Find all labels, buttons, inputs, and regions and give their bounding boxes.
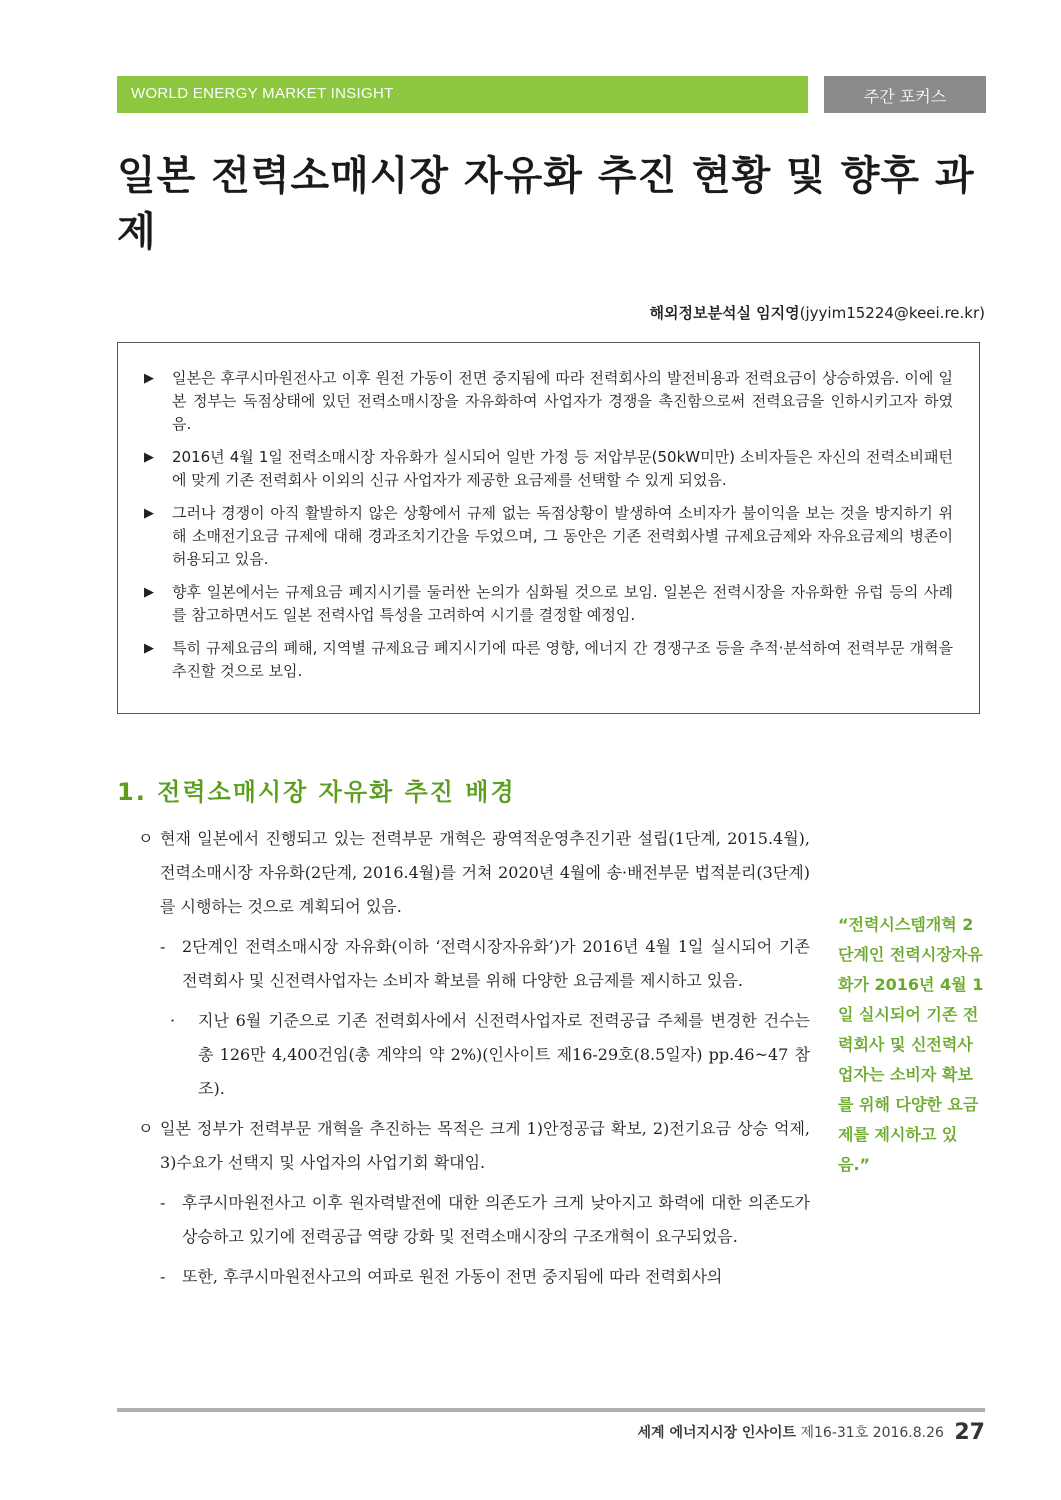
pull-quote: “전력시스템개혁 2단계인 전력시장자유화가 2016년 4월 1일 실시되어 기존 전력회사 및 신전력사업자는 소비자 확보를 위해 다양한 요금제를 제시하고 있음.” — [838, 915, 984, 1174]
arrow-icon: ▶ — [144, 641, 154, 656]
paragraph-text: 현재 일본에서 진행되고 있는 전력부문 개혁은 광역적운영추진기관 설립(1단계, 2015.4월), 전력소매시장 자유화(2단계, 2016.4월)를 거쳐 2020년 4월에 송·배전부문 법적분리(3단계)를 시행하는 것으로 계획되어 있음. — [160, 829, 810, 916]
header-bar — [117, 76, 808, 113]
arrow-icon: ▶ — [144, 371, 154, 386]
sub-paragraph — [138, 1260, 810, 1294]
summary-item — [144, 446, 953, 492]
circle-bullet: ㅇ — [138, 1119, 154, 1138]
body-text — [138, 822, 810, 1300]
dash-bullet: - — [160, 937, 166, 956]
footer-divider — [117, 1408, 985, 1412]
section-heading: 1. 전력소매시장 자유화 추진 배경 — [117, 778, 516, 806]
paragraph-text: 지난 6월 기준으로 기존 전력회사에서 신전력사업자로 전력공급 주체를 변경한 건수는 총 126만 4,400건임(총 계약의 약 2%)(인사이트 제16-29호(8.5일자) pp.46~47 참조). — [198, 1011, 810, 1098]
footer-publication: 세계 에너지시장 인사이트 — [637, 1425, 797, 1441]
paragraph — [138, 1112, 810, 1180]
circle-bullet: ㅇ — [138, 829, 154, 848]
summary-text: 특히 규제요금의 폐해, 지역별 규제요금 폐지시기에 따른 영향, 에너지 간 경쟁구조 등을 추적·분석하여 전력부문 개혁을 추진할 것으로 보임. — [172, 639, 953, 680]
detail-paragraph — [138, 1004, 810, 1106]
arrow-icon: ▶ — [144, 585, 154, 600]
summary-text: 그러나 경쟁이 아직 활발하지 않은 상황에서 규제 없는 독점상황이 발생하여 소비자가 불이익을 보는 것을 방지하기 위해 소매전기요금 규제에 대해 경과조치기간을 두었으며, 그 동안은 기존 전력회사별 규제요금제와 자유요금제의 병존이 허용되고 있음. — [172, 504, 953, 568]
summary-text: 향후 일본에서는 규제요금 폐지시기를 둘러싼 논의가 심화될 것으로 보임. 일본은 전력시장을 자유화한 유럽 등의 사례를 참고하면서도 일본 전력사업 특성을 고려하여 시기를 결정할 예정임. — [172, 583, 953, 624]
header-label: WORLD ENERGY MARKET INSIGHT — [131, 85, 394, 102]
page-number: 27 — [954, 1420, 985, 1445]
paragraph-text: 2단계인 전력소매시장 자유화(이하 ‘전력시장자유화’)가 2016년 4월 1일 실시되어 기존 전력회사 및 신전력사업자는 소비자 확보를 위해 다양한 요금제를 제시하고 있음. — [182, 937, 810, 990]
sub-paragraph — [138, 930, 810, 998]
footer — [638, 1420, 985, 1445]
summary-box — [117, 342, 980, 714]
page-title: 일본 전력소매시장 자유화 추진 현황 및 향후 과제 — [117, 153, 975, 255]
summary-item — [144, 581, 953, 627]
summary-item — [144, 637, 953, 683]
summary-text: 2016년 4월 1일 전력소매시장 자유화가 실시되어 일반 가정 등 저압부문(50kW미만) 소비자들은 자신의 전력소비패턴에 맞게 기존 전력회사 이외의 신규 사업자가 제공한 요금제를 선택할 수 있게 되었음. — [172, 448, 953, 489]
summary-item — [144, 367, 953, 436]
header-tab — [824, 76, 986, 113]
author-dept: 해외정보분석실 임지영 — [649, 304, 800, 322]
summary-item — [144, 502, 953, 571]
sub-paragraph — [138, 1186, 810, 1254]
arrow-icon: ▶ — [144, 506, 154, 521]
footer-issue: 제16-31호 2016.8.26 — [800, 1425, 944, 1441]
paragraph-text: 후쿠시마원전사고 이후 원자력발전에 대한 의존도가 크게 낮아지고 화력에 대한 의존도가 상승하고 있기에 전력공급 역량 강화 및 전력소매시장의 구조개혁이 요구되었음. — [182, 1193, 810, 1246]
author-email: (jyyim15224@keei.re.kr) — [799, 304, 985, 322]
paragraph — [138, 822, 810, 924]
dash-bullet: - — [160, 1193, 166, 1212]
paragraph-text: 일본 정부가 전력부문 개혁을 추진하는 목적은 크게 1)안정공급 확보, 2)전기요금 상승 억제, 3)수요가 선택지 및 사업자의 사업기회 확대임. — [160, 1119, 810, 1172]
header-tab-label: 주간 포커스 — [863, 87, 947, 106]
dot-bullet: · — [170, 1011, 176, 1030]
dash-bullet: - — [160, 1267, 166, 1286]
arrow-icon: ▶ — [144, 450, 154, 465]
author-line — [650, 302, 985, 323]
summary-text: 일본은 후쿠시마원전사고 이후 원전 가동이 전면 중지됨에 따라 전력회사의 발전비용과 전력요금이 상승하였음. 이에 일본 정부는 독점상태에 있던 전력소매시장을 자유화하여 사업자가 경쟁을 촉진함으로써 전력요금을 인하시키고자 하였음. — [172, 369, 953, 433]
paragraph-text: 또한, 후쿠시마원전사고의 여파로 원전 가동이 전면 중지됨에 따라 전력회사의 — [182, 1267, 723, 1286]
